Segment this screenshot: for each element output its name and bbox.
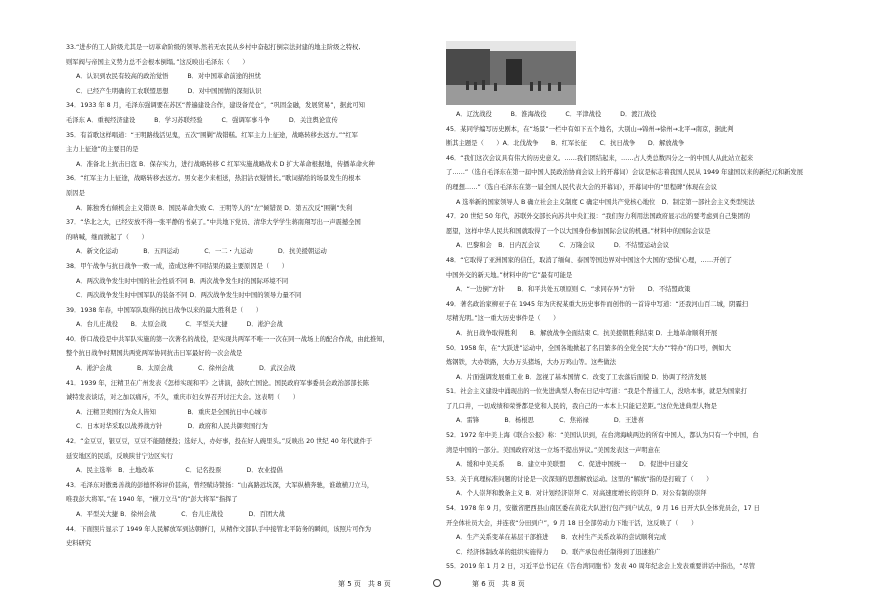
question-block [66, 333, 430, 377]
question-stem-line: 炼钢铁，大办铁路，大办万头猪场，大办万鸡山等。这些做法 [446, 359, 617, 367]
answer-options-line: A．陈独秀右倾机会主义错误 B．国民革命失败 C．王明等人的“左”倾错误 D．第五次反“围剿”失利 [76, 204, 353, 212]
question-stem-line: 43．毛泽东对傲勇善战的彭德怀称评价甚高，曾经赋诗赞扬：“山高路远坑深，大军纵横奔驰，谁敢横刀立马， [66, 481, 374, 489]
question-stem-line: 中国外交的新天地。”材料中的“它”最有可能是 [446, 271, 573, 279]
question-stem-line: 53．关于真理标准问题的讨论是一次深刻的思想解放运动。这里的“解放”指的是打破了（ ） [446, 475, 713, 483]
question-block [446, 502, 830, 560]
answer-options-line: A．认识到农民有较高的政治觉悟 B．对中国革命前途的担忧 [76, 73, 261, 81]
question-block [446, 210, 830, 254]
question-block [66, 435, 430, 479]
answer-options-line: A．“一边倒”方针 B．和平共处五项原则 C．“求同存异”方针 D．不结盟政策 [456, 286, 691, 294]
question-stem-line: 45．某同学编写历史剧本，在“场景”一栏中有如下五个地名，大别山→锦州→徐州→北平→南京，据此判 [446, 125, 734, 133]
question-stem-line: 延安地区的民谣，反映陕甘宁边区实行 [66, 452, 174, 460]
question-block [446, 123, 830, 152]
question-block [446, 560, 830, 575]
answer-options-line: A．准备北上抗击日寇 B．保存实力，进行战略转移 C 红军实施战略战术 D 扩大革命根据地，传播革命火种 [76, 160, 375, 168]
question-block [446, 254, 830, 298]
question-block [66, 172, 430, 216]
question-stem-line: 40．侨口战役是中共军队实施的第一次著名的战役，是实现共两军不唯一一次在同一战场上的配合作战，由此推知， [66, 335, 389, 343]
left-column [66, 41, 430, 552]
answer-options-line: A．巴黎和会 B．日内瓦会议 C．万隆会议 D．不结盟运动会议 [456, 242, 670, 250]
answer-options-line: A．汪精卫卖国行为众人皆知 B．重庆是全国抗日中心城市 [76, 408, 268, 416]
answer-options-line: A．民主选举 B．土地改革 C．记名投票 D．农业提倡 [76, 467, 283, 475]
answer-options-line: A．片面强调发展重工业 B．忽视了基本国情 C．改变了工农落后面貌 D．协调了经济发展 [456, 373, 707, 381]
question-stem-line: 35．有首歌这样唱道：“王明路线活见鬼，五次“围剿”战错糕。红军主力上征途，战略转移去远方。”“红军 [66, 131, 358, 139]
answer-options-line: A．平型关大捷 B．徐州会战 C．台儿庄战役 D．百团大战 [76, 511, 285, 518]
question-stem-line: 36．“红军主力上征途，战略转移去远方。男女老少来相送，热泪沾衣疑情长。”歌词描绘的场景发生的根本 [66, 175, 361, 183]
answer-options-line: A．台儿庄战役 B．太原会战 C．平型关大捷 D．淞沪会战 [76, 321, 283, 329]
question-stem-line: 整个抗日战争时期国共两党两军协同抗击日军最好的一次会战是 [66, 350, 243, 358]
page-number-right: 第 6 页 共 8 页 [472, 580, 525, 588]
question-stem-line: 38．甲午战争与抗日战争一败一成，造成这种不同结果的最主要原因是（ ） [66, 262, 289, 270]
answer-options-line: C．日本对华采取以战养战方针 D．政府和人民共御卖国行为 [76, 423, 268, 431]
question-block [446, 152, 830, 210]
question-stem-line: 原因是 [66, 189, 85, 197]
answer-options-line: A．生产关系变革在基层干部推进 B．农村生产关系改革的尝试顺利完成 [456, 534, 667, 542]
question-stem-line: 毛泽东 A．重视经济建设 B．学习苏联经验 C．强调军事斗争 D．关注舆论宣传 [66, 116, 338, 124]
question-block [66, 523, 430, 552]
question-stem-line: 52．1972 年中美上海《联合公报》称：“美国认识到，在台湾海峡两边的所有中国人，都认为只有一个中国，台 [446, 432, 759, 440]
answer-options-line: C．两次战争发生时中国军队的装备不同 D．两次战争发生时中国的领导力量不同 [76, 292, 302, 300]
question-block [66, 216, 430, 260]
question-stem-line: 41．1939 年，汪精卫在广州发表《怎样实现和平》之讲演，鼓吹亡国论。国民政府军事委员会政治部部长陈 [66, 379, 370, 387]
city-gate-photo-image [446, 41, 576, 105]
question-stem-line: 史料研究 [66, 540, 92, 548]
answer-options-line: A．两次战争发生时中国的社会性质不同 B．两次战争发生时的国际环境不同 [76, 277, 289, 285]
question-block [66, 479, 430, 523]
answer-options-line: A．淞沪会战 B．太原会战 C．徐州会战 D．武汉会战 [76, 365, 296, 373]
answer-options-line: C．已经产生明确的工农联盟思想 D．对中国国情的深刻认识 [76, 87, 262, 95]
question-stem-line: 开全体社员大会，并连夜“分田到户”，9 月 18 日全部劳动力下地干活，这反映了（ ） [446, 519, 698, 527]
answer-options-line: A．抗日战争取得胜利 B．解放战争全面结束 C．抗美援朝胜利结束 D．土地革命顺利开展 [456, 329, 718, 337]
question-block [446, 298, 830, 342]
answer-options-line: C．经济体制改革的组织实施得力 D．联产承包责任制得到了迅速推广 [456, 548, 661, 556]
question-block [446, 429, 830, 473]
question-block [66, 99, 430, 128]
question-stem-line: 尽精光明。”这一重大历史事件是（ ） [446, 315, 560, 323]
question-stem-line: 51．社会主义建设中涌现出的一位先进典型人物在日记中写道：“我是个普通工人，没啥本事，就是为国家打 [446, 388, 747, 396]
question-stem-line: 50．1958 年，在“大跃进”运动中，全国各地掀起了名目繁多的全党全民“大办”“特办”的口号，例如大 [446, 344, 731, 352]
question-stem-line: 了……”（选自毛泽东在第一届中国人民政治协商会议上的开幕词）会议是标志着我国人民从 1949 年建国以来的新纪元和新发展 [446, 169, 804, 177]
question-block [66, 129, 430, 173]
historical-photo [446, 41, 576, 105]
question-stem-line: 了几口井，一切成绩和荣誉都是党和人民的，我自己的一本本上只能记差距。”这位先进典型人物是 [446, 402, 717, 410]
question-stem-line: 48．“它取得了亚洲国家的信任，取消了缅甸、泰国等国边界对中国这个大国的‘恐惧’心理，……开创了 [446, 256, 733, 264]
answer-options-line: A．新文化运动 B．五四运动 C．一二・九运动 D．抗美援朝运动 [76, 248, 327, 256]
question-stem-line: 则军阀与帝国主义势力总不会根本倒塌。”这反映出毛泽东（ ） [66, 58, 249, 66]
answer-options-line: A．缓和中美关系 B．建立中美联盟 C．促进中国统一 D．促进中日建交 [456, 461, 688, 469]
question-stem-line: 47．20 世纪 50 年代，苏联外交部长向苏共中央汇报：“我们努力利用法国政府显示出的要考虑到自己集团的 [446, 213, 751, 221]
question-stem-line: 54．1978 年 9 月，安徽省肥西县山南区委在黄花大队进行包产到户试点，9 月 16 日开大队全体党员会，17 日 [446, 505, 760, 513]
question-block [66, 41, 430, 99]
question-block [446, 342, 830, 386]
question-stem-line: 49．著名政治家柳亚子在 1945 年为庆祝某重大历史事件而创作的一首诗中写道：“还我河山百二城，阴霾扫 [446, 300, 749, 308]
question-block [66, 260, 430, 304]
question-stem-line: 湾是中国的一部分。美国政府对这一立场不提出异议。”美国发表这一声明意在 [446, 446, 661, 454]
question-stem-line: 愿望，这样中华人民共和国就取得了一个以大国身份参加国际会议的机遇。”材料中的国际会议是 [446, 227, 711, 235]
question-stem-line: 诚特发表谈话，对之加以痛斥，不久，重庆市妇女界召开讨汪大会。这表明（ ） [66, 394, 299, 402]
question-block [66, 304, 430, 333]
answer-options-line: A 选举新的国家领导人 B 确立社会主义制度 C 确定中国共产党核心地位 D．制定第一部社会主义类型宪法 [456, 198, 755, 206]
question-stem-line: 44．下面照片显示了 1949 年人民解放军到达朝鲜门，从精作文部队手中接管北平防务的瞬间，该照片可作为 [66, 525, 372, 533]
answer-options-line: A．辽沈战役 B．淮海战役 C．平津战役 D．渡江战役 [456, 111, 657, 118]
binding-hole-icon [433, 579, 441, 587]
question-stem-line: 断其主题是（ ）A．北伐战争 B．红军长征 C．抗日战争 D．解放战争 [446, 140, 685, 148]
answer-options-line: A．雷锋 B．杨根思 C．焦裕禄 D．王进喜 [456, 417, 644, 425]
question-stem-line: 34．1933 年 8 月，毛泽东强调要在苏区“普遍建设合作，建设备荒仓”，“巩固金融，发展贸易”，据此可知 [66, 102, 365, 110]
question-stem-line: 39．1938 年春，中国军队取得的抗日战争以来的最大胜利是（ ） [66, 306, 263, 314]
question-stem-line: 55．2019 年 1 月 2 日，习近平总书记在《告台湾同胞书》发表 40 周年纪念会上发表重要讲话中指出，“尽管 [446, 563, 756, 571]
question-block [446, 473, 830, 502]
question-block [446, 108, 830, 123]
question-stem-line: 46．“我们这次会议具有伟大的历史意义。……我们团结起来，……占人类总数四分之一的中国人从此站立起来 [446, 154, 754, 162]
question-stem-line: 唯我彭大将军。”在 1940 年，“横刀立马”的“彭大将军”指挥了 [66, 496, 238, 504]
question-stem-line: 37．“华北之大，已经安放不得一张平静的书桌了。”中共地下党员、清华大学学生蒋南翔写出一声震撼全国 [66, 219, 361, 227]
question-stem-line: 42．“金豆豆，银豆豆，豆豆不能随便投；选好人，办好事，投在好人碗里头。”反映出 20 世纪 40 年代就件于 [66, 438, 373, 446]
page-number-left: 第 5 页 共 8 页 [338, 580, 391, 588]
question-stem-line: 的理想……”（选自毛泽东在第一届全国人民代表大会的开幕词），开幕词中的“里程碑”体现在会议 [446, 183, 718, 191]
question-block [446, 385, 830, 429]
question-block [66, 377, 430, 435]
question-stem-line: 33.“进步的工人阶级尤其是一切革命阶级的领导,然若无农民从乡村中奋起打倒宗法封建的地主阶级之特权, [66, 44, 361, 51]
question-stem-line: 主力上征途”的主要目的是 [66, 146, 139, 154]
answer-options-line: A．个人崇拜和教条主义 B．对计划经济崇拜 C．对高速度增长的崇拜 D．对公有制的崇拜 [456, 490, 707, 498]
right-column [446, 108, 830, 575]
question-stem-line: 的呐喊，继而掀起了（ ） [66, 233, 148, 241]
